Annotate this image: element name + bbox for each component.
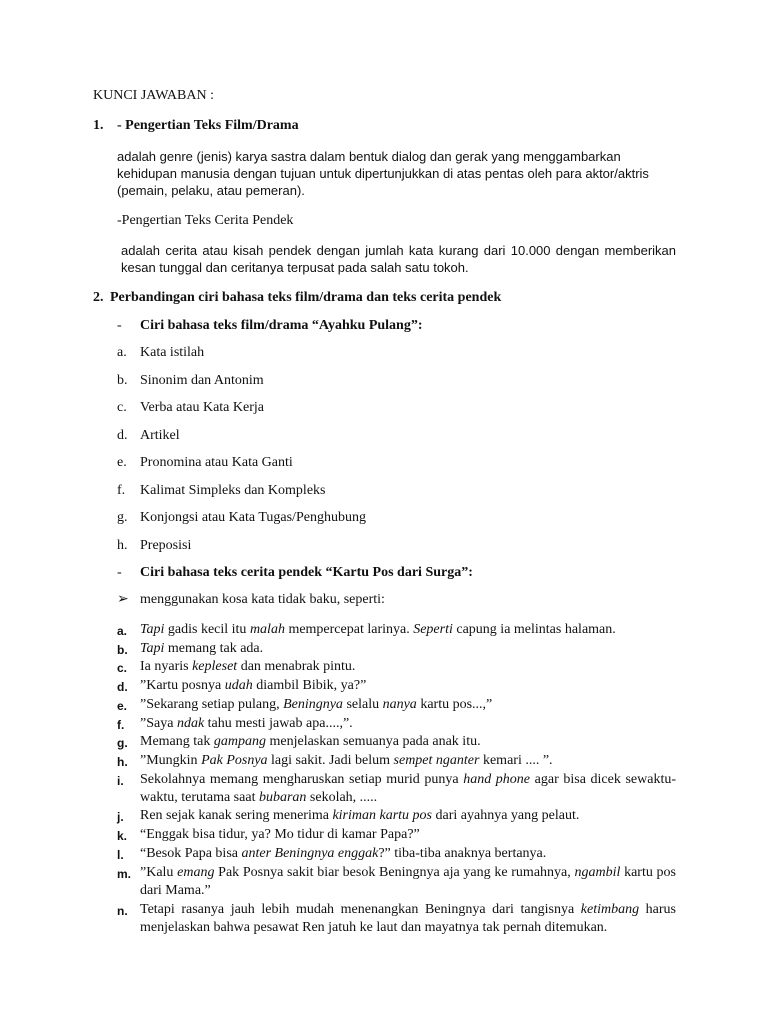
list-2-item-letter: g. <box>117 736 128 750</box>
text-run: Ia nyaris <box>140 659 193 674</box>
italic-term: anter Beningnya enggak <box>241 846 379 861</box>
list-2-item-text <box>140 807 676 825</box>
italic-term: gampang <box>213 734 266 749</box>
list-2-item-text <box>140 696 676 714</box>
text-run: lagi sakit. Jadi belum <box>267 753 394 768</box>
list-1-item-text: Pronomina atau Kata Ganti <box>140 455 293 470</box>
list-1-item-letter: h. <box>117 538 128 553</box>
text-run: capung ia melintas halaman. <box>452 622 616 637</box>
italic-term: ndak <box>176 716 205 731</box>
arrow-bullet-icon: ➢ <box>117 592 129 607</box>
list-1-item-letter: f. <box>117 483 126 498</box>
italic-term: ngambil <box>574 865 621 880</box>
text-run: ”Kartu posnya <box>140 678 225 693</box>
list-2-item-text <box>140 864 676 900</box>
text-run: ?” tiba-tiba anaknya bertanya. <box>378 846 547 861</box>
section-1-subheading: -Pengertian Teks Cerita Pendek <box>117 213 294 228</box>
text-run: Tetapi rasanya jauh lebih mudah menenangkan Beningnya dari tangisnya <box>140 902 581 917</box>
list-2-item-letter: j. <box>117 810 124 824</box>
italic-term: malah <box>249 622 285 637</box>
list-1-item-letter: b. <box>117 373 128 388</box>
list-2-item-letter: c. <box>117 661 128 675</box>
italic-term: Pak Posnya <box>201 753 268 768</box>
list-2-item-text <box>140 621 676 639</box>
list-1-heading: Ciri bahasa teks film/drama “Ayahku Pulang”: <box>140 318 423 333</box>
list-2-item-text <box>140 677 676 695</box>
list-2-item-letter: f. <box>117 718 125 732</box>
list-2-item-text <box>140 752 676 770</box>
italic-term: ketimbang <box>580 902 640 917</box>
list-1-item-letter: d. <box>117 428 128 443</box>
section-1-heading: - Pengertian Teks Film/Drama <box>117 118 299 133</box>
section-1-paragraph: adalah genre (jenis) karya sastra dalam bentuk dialog dan gerak yang menggambarkan kehidupan manusia dengan tujuan untuk dipertunjukkan di atas pentas oleh para aktor/aktris (pemain, pelaku, atau pemeran). <box>117 149 649 198</box>
list-2-item-text <box>140 826 676 844</box>
list-1-item-text: Sinonim dan Antonim <box>140 373 264 388</box>
italic-term: hand phone <box>463 772 531 787</box>
italic-term: kepleset <box>192 659 238 674</box>
list-2-item-letter: e. <box>117 699 128 713</box>
list-2-item-text <box>140 771 676 807</box>
text-run: “Enggak bisa tidur, ya? Mo tidur di kamar Papa?” <box>140 827 420 842</box>
list-2-item-letter: i. <box>117 774 124 788</box>
text-run: Sekolahnya memang mengharuskan setiap murid punya <box>140 772 464 787</box>
italic-term: kiriman kartu pos <box>332 808 432 823</box>
list-1-item-letter: g. <box>117 510 128 525</box>
text-run: selalu <box>342 697 383 712</box>
italic-term: Seperti <box>413 622 453 637</box>
italic-term: Beningnya <box>283 697 343 712</box>
list-1-item-text: Kalimat Simpleks dan Kompleks <box>140 483 326 498</box>
document-title: KUNCI JAWABAN : <box>93 88 214 103</box>
text-run: ”Kalu <box>140 865 178 880</box>
text-run: “Besok Papa bisa <box>140 846 242 861</box>
list-1-item-letter: e. <box>117 455 127 470</box>
text-run: kartu pos...,” <box>416 697 493 712</box>
list-2-item-letter: d. <box>117 680 128 694</box>
list-1-dash: - <box>117 318 122 333</box>
list-2-item-text <box>140 733 676 751</box>
list-1-item-letter: a. <box>117 345 127 360</box>
list-1-item-text: Konjongsi atau Kata Tugas/Penghubung <box>140 510 366 525</box>
list-2-item-text <box>140 640 676 658</box>
italic-term: bubaran <box>258 790 307 805</box>
list-2-item-text <box>140 901 676 937</box>
text-run: Memang tak <box>140 734 214 749</box>
italic-term: Tapi <box>140 641 165 656</box>
list-2-item-text <box>140 658 676 676</box>
list-1-item-text: Verba atau Kata Kerja <box>140 400 264 415</box>
list-1-item-letter: c. <box>117 400 127 415</box>
section-1-paragraph-2: adalah cerita atau kisah pendek dengan jumlah kata kurang dari 10.000 dengan memberikan kesan tunggal dan ceritanya terpusat pada salah satu tokoh. <box>121 243 676 275</box>
text-run: ”Sekarang setiap pulang, <box>140 697 284 712</box>
list-1-item-text: Kata istilah <box>140 345 205 360</box>
italic-term: nanya <box>382 697 417 712</box>
text-run: harus menjelaskan bahwa pesawat Ren jatuh ke laut dan mayatnya tak pernah ditemukan. <box>140 902 676 935</box>
text-run: agar bisa dicek sewaktu-waktu, terutama saat <box>140 772 676 805</box>
italic-term: Tapi <box>140 622 165 637</box>
list-2-item-text <box>140 845 676 863</box>
arrow-bullet-text: menggunakan kosa kata tidak baku, seperti: <box>140 592 385 607</box>
list-2-item-letter: m. <box>117 867 132 881</box>
italic-term: emang <box>177 865 215 880</box>
list-2-item-letter: b. <box>117 643 128 657</box>
text-run: kemari .... ”. <box>479 753 553 768</box>
text-run: dari ayahnya yang pelaut. <box>432 808 580 823</box>
italic-term: udah <box>224 678 253 693</box>
list-1-item-text: Artikel <box>140 428 180 443</box>
list-2-item-letter: h. <box>117 755 128 769</box>
list-2-item-letter: l. <box>117 848 124 862</box>
text-run: Pak Posnya sakit biar besok Beningnya aja yang ke rumahnya, <box>214 865 575 880</box>
list-2-dash: - <box>117 565 122 580</box>
text-run: Ren sejak kanak sering menerima <box>140 808 333 823</box>
list-2-item-letter: k. <box>117 829 128 843</box>
text-run: mempercepat larinya. <box>284 622 414 637</box>
section-2-heading: Perbandingan ciri bahasa teks film/drama dan teks cerita pendek <box>110 290 502 305</box>
italic-term: sempet nganter <box>393 753 480 768</box>
list-2-item-text <box>140 715 676 733</box>
text-run: ”Saya <box>140 716 177 731</box>
section-2-number: 2. <box>93 290 104 305</box>
list-2-item-letter: n. <box>117 904 128 918</box>
text-run: tahu mesti jawab apa....,”. <box>204 716 353 731</box>
list-2-heading: Ciri bahasa teks cerita pendek “Kartu Pos dari Surga”: <box>140 565 473 580</box>
text-run: kartu pos dari Mama.” <box>140 865 676 898</box>
text-run: dan menabrak pintu. <box>237 659 356 674</box>
text-run: diambil Bibik, ya?” <box>252 678 367 693</box>
text-run: menjelaskan semuanya pada anak itu. <box>266 734 481 749</box>
text-run: memang tak ada. <box>164 641 264 656</box>
list-2-item-letter: a. <box>117 624 128 638</box>
text-run: sekolah, ..... <box>306 790 378 805</box>
section-1-number: 1. <box>93 118 104 133</box>
text-run: gadis kecil itu <box>164 622 250 637</box>
text-run: ”Mungkin <box>140 753 202 768</box>
list-1-item-text: Preposisi <box>140 538 192 553</box>
